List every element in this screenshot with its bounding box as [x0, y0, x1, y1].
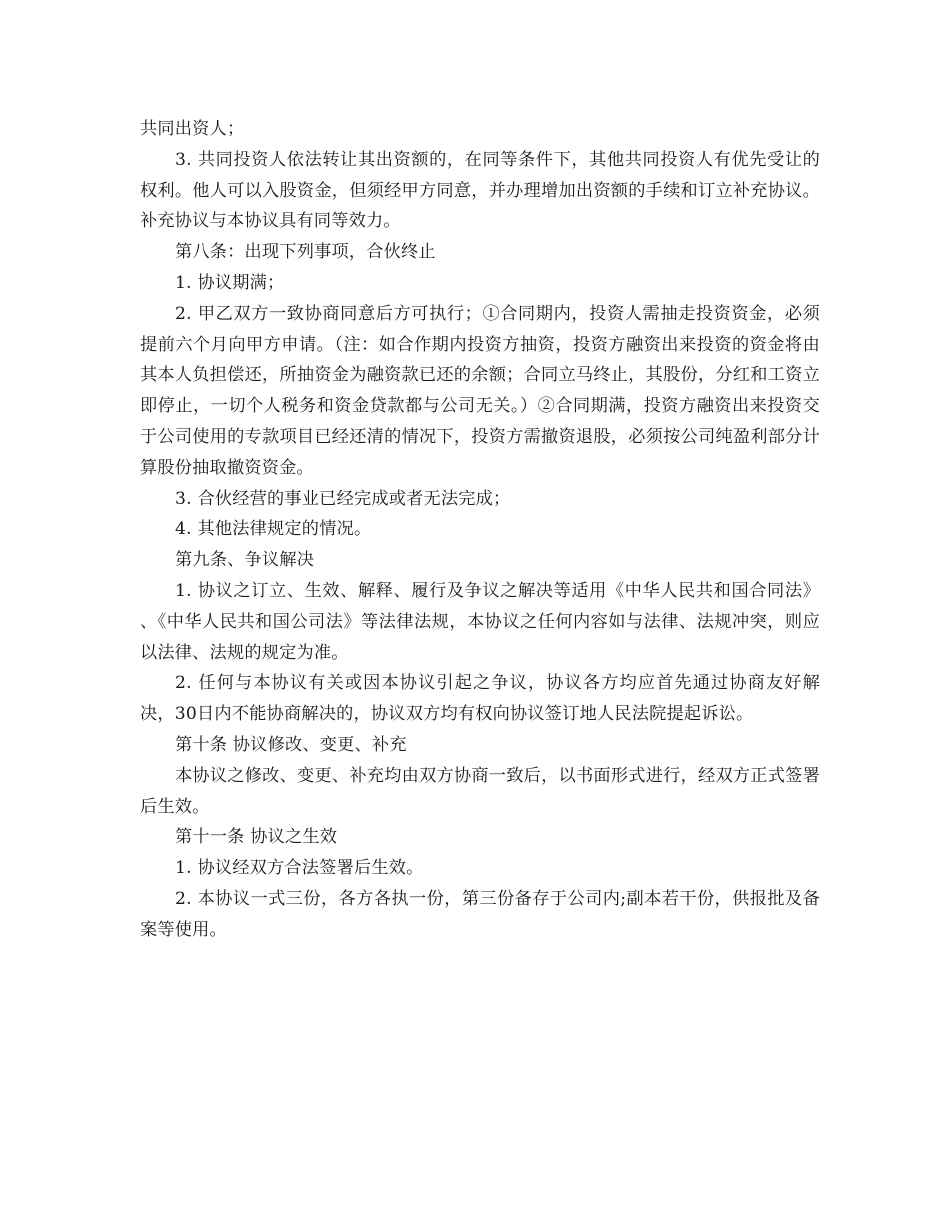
document-body	[140, 114, 820, 946]
section-heading: 第十条 协议修改、变更、补充	[175, 734, 407, 755]
section-heading: 第九条、争议解决	[175, 550, 315, 571]
paragraph: 2. 甲乙双方一致协商同意后方可执行；①合同期内，投资人需抽走投资资金，必须提前六个月向甲方申请。（注：如合作期内投资方抽资，投资方融资出来投资的资金将由其本人负担偿还，所抽资金为融资款已还的余额；合同立马终止，其股份，分红和工资立即停止，一切个人税务和资金贷款都与公司无关。）②合同期满，投资方融资出来投资交于公司使用的专款项目已经还清的情况下，投资方需撤资退股，必须按公司纯盈利部分计算股份抽取撤资资金。	[140, 303, 820, 478]
paragraph: 1. 协议经双方合法签署后生效。	[175, 858, 424, 879]
paragraph: 2. 任何与本协议有关或因本协议引起之争议，协议各方均应首先通过协商友好解决，30日内不能协商解决的，协议双方均有权向协议签订地人民法院提起诉讼。	[140, 673, 820, 725]
paragraph: 1. 协议之订立、生效、解释、履行及争议之解决等适用《中华人民共和国合同法》 、《中华人民共和国公司法》等法律法规，本协议之任何内容如与法律、法规冲突，则应以法律、法规的规定为准。	[140, 580, 820, 663]
paragraph: 4. 其他法律规定的情况。	[175, 519, 372, 540]
paragraph: 3. 共同投资人依法转让其出资额的，在同等条件下，其他共同投资人有优先受让的权利。他人可以入股资金，但须经甲方同意，并办理增加出资额的手续和订立补充协议。补充协议与本协议具有同等效力。	[140, 149, 820, 232]
section-heading: 第十一条 协议之生效	[175, 827, 338, 848]
paragraph: 本协议之修改、变更、补充均由双方协商一致后，以书面形式进行，经双方正式签署后生效。	[140, 765, 820, 817]
paragraph: 3. 合伙经营的事业已经完成或者无法完成；	[175, 488, 511, 509]
paragraph: 1. 协议期满；	[175, 272, 285, 293]
section-heading: 第八条：出现下列事项，合伙终止	[175, 242, 436, 263]
paragraph: 共同出资人；	[140, 119, 245, 139]
paragraph: 2. 本协议一式三份，各方各执一份，第三份备存于公司内;副本若干份，供报批及备案等使用。	[140, 888, 820, 940]
